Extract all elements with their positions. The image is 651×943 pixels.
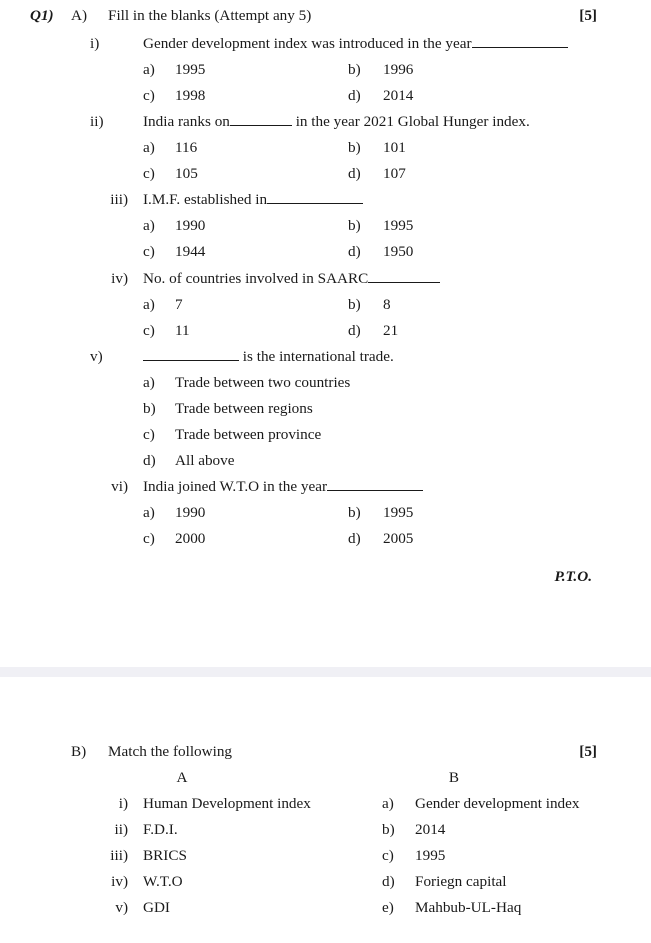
section-a-marks: [5]: [579, 7, 597, 24]
option-text: 101: [383, 139, 406, 156]
section-a-title: Fill in the blanks (Attempt any 5): [108, 7, 312, 24]
match-row-roman: v): [115, 899, 128, 916]
answer-blank: [327, 476, 423, 491]
match-left-item: GDI: [143, 899, 170, 916]
answer-blank: [230, 111, 292, 126]
stem-text-before: No. of countries involved in SAARC: [143, 270, 369, 287]
match-left-item: Human Development index: [143, 795, 311, 812]
match-right-item: Foriegn capital: [415, 873, 507, 890]
match-row-roman: iv): [111, 873, 128, 890]
option-key: a): [143, 217, 155, 234]
match-right-item: Mahbub-UL-Haq: [415, 899, 522, 916]
option-key: a): [143, 504, 155, 521]
option-key: d): [348, 243, 361, 260]
option-key: c): [143, 322, 155, 339]
match-row: [0, 843, 651, 869]
option-text: 11: [175, 322, 190, 339]
match-row-roman: iii): [110, 847, 128, 864]
option-text: 1990: [175, 217, 206, 234]
match-row-letter: c): [382, 847, 394, 864]
question-roman: iii): [110, 191, 128, 208]
page-separator: [0, 667, 651, 677]
option-key: d): [348, 322, 361, 339]
question-roman: vi): [111, 478, 128, 495]
match-row-letter: b): [382, 821, 395, 838]
question-roman: iv): [111, 270, 128, 287]
option-key: c): [143, 165, 155, 182]
option-key: b): [348, 139, 361, 156]
option-key: b): [143, 400, 156, 417]
match-row: [0, 791, 651, 817]
section-b-marks: [5]: [579, 743, 597, 760]
question-stem: [143, 109, 530, 135]
section-b-header-row: [0, 739, 651, 765]
match-right-item: 1995: [415, 847, 446, 864]
option-key: a): [143, 374, 155, 391]
match-row: [0, 817, 651, 843]
match-left-item: F.D.I.: [143, 821, 178, 838]
question-stem: [143, 31, 568, 57]
option-row: [0, 135, 651, 161]
option-key: d): [348, 87, 361, 104]
question-stem-row: [0, 344, 651, 370]
option-text: All above: [175, 452, 235, 469]
option-key: c): [143, 87, 155, 104]
stem-text-before: India ranks on: [143, 113, 230, 130]
match-row: [0, 869, 651, 895]
option-text: 1990: [175, 504, 206, 521]
answer-blank: [267, 189, 363, 204]
question-stem: [143, 474, 423, 500]
option-key: c): [143, 426, 155, 443]
option-text: Trade between two countries: [175, 374, 351, 391]
option-row: [0, 370, 651, 396]
option-key: c): [143, 243, 155, 260]
option-key: a): [143, 296, 155, 313]
match-column-headers-row: [0, 765, 651, 791]
option-key: d): [143, 452, 156, 469]
pto-note: P.T.O.: [554, 568, 592, 585]
match-row-letter: e): [382, 899, 394, 916]
option-row: [0, 318, 651, 344]
option-row: [0, 526, 651, 552]
match-row-roman: i): [118, 795, 128, 812]
option-key: a): [143, 139, 155, 156]
option-row: [0, 57, 651, 83]
match-column-header-a: A: [176, 769, 188, 786]
answer-blank: [143, 346, 239, 361]
page-two: [0, 677, 651, 943]
question-stem-row: [0, 109, 651, 135]
option-key: b): [348, 217, 361, 234]
question-roman: v): [90, 348, 103, 365]
question-number: Q1): [30, 7, 54, 24]
option-key: b): [348, 61, 361, 78]
match-row-letter: d): [382, 873, 395, 890]
option-text: Trade between province: [175, 426, 322, 443]
option-text: 2000: [175, 530, 206, 547]
question-stem: [143, 266, 440, 292]
match-left-item: W.T.O: [143, 873, 183, 890]
match-row-letter: a): [382, 795, 394, 812]
section-label-a: A): [71, 7, 88, 24]
option-text: 1944: [175, 243, 206, 260]
option-text: 107: [383, 165, 406, 182]
match-column-header-b: B: [448, 769, 460, 786]
option-text: 7: [175, 296, 183, 313]
option-row: [0, 213, 651, 239]
section-a-header-row: [0, 3, 651, 29]
question-stem-row: [0, 187, 651, 213]
option-key: d): [348, 165, 361, 182]
option-row: [0, 161, 651, 187]
option-row: [0, 422, 651, 448]
section-b-title: Match the following: [108, 743, 233, 760]
option-text: 8: [383, 296, 391, 313]
section-label-b: B): [71, 743, 87, 760]
stem-text-before: Gender development index was introduced in the year: [143, 35, 472, 52]
option-row: [0, 292, 651, 318]
option-row: [0, 83, 651, 109]
option-text: 1995: [383, 217, 414, 234]
match-left-item: BRICS: [143, 847, 187, 864]
stem-text-before: India joined W.T.O in the year: [143, 478, 328, 495]
option-text: 2014: [383, 87, 414, 104]
option-key: c): [143, 530, 155, 547]
option-row: [0, 448, 651, 474]
question-stem-row: [0, 266, 651, 292]
option-key: d): [348, 530, 361, 547]
option-text: 2005: [383, 530, 414, 547]
page-turn-row: [0, 564, 651, 590]
stem-text-after: in the year 2021 Global Hunger index.: [291, 113, 530, 130]
match-row: [0, 895, 651, 921]
option-text: 1995: [175, 61, 206, 78]
match-row-roman: ii): [114, 821, 128, 838]
question-roman: ii): [90, 113, 104, 130]
option-text: 1998: [175, 87, 206, 104]
answer-blank: [472, 33, 568, 48]
option-row: [0, 396, 651, 422]
match-right-item: 2014: [415, 821, 446, 838]
option-text: 105: [175, 165, 198, 182]
option-text: Trade between regions: [175, 400, 313, 417]
answer-blank: [368, 268, 440, 283]
option-row: [0, 239, 651, 265]
question-stem-row: [0, 31, 651, 57]
option-key: b): [348, 504, 361, 521]
option-text: 1995: [383, 504, 414, 521]
stem-text-after: is the international trade.: [239, 348, 394, 365]
question-stem: [143, 344, 394, 370]
option-text: 116: [175, 139, 198, 156]
option-key: b): [348, 296, 361, 313]
match-right-item: Gender development index: [415, 795, 580, 812]
question-stem-row: [0, 474, 651, 500]
option-row: [0, 500, 651, 526]
option-key: a): [143, 61, 155, 78]
question-stem: [143, 187, 363, 213]
option-text: 1950: [383, 243, 414, 260]
option-text: 1996: [383, 61, 414, 78]
stem-text-before: I.M.F. established in: [143, 191, 268, 208]
option-text: 21: [383, 322, 399, 339]
question-roman: i): [90, 35, 100, 52]
